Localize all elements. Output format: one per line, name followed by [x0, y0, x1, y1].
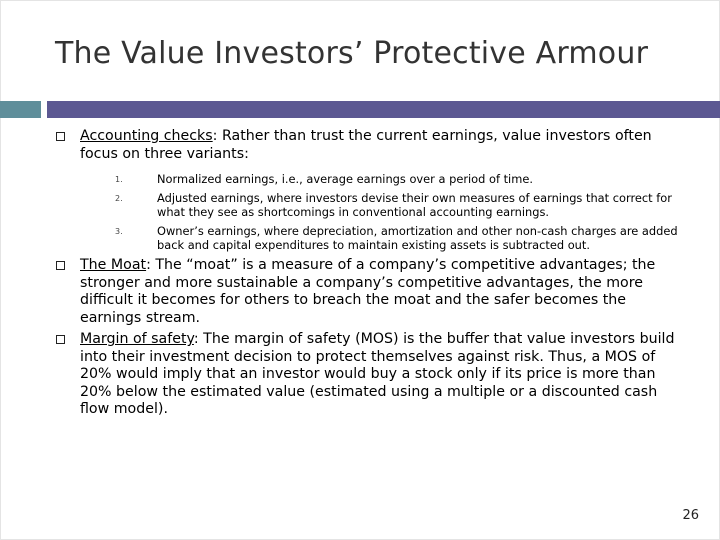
square-bullet-icon — [56, 261, 65, 270]
list-item-text: Owner’s earnings, where depreciation, amortization and other non-cash charges are added back and capital expenditures to maintain existing assets is subtracted out. — [157, 224, 678, 252]
page-number: 26 — [682, 508, 699, 523]
slide-title: The Value Investors’ Protective Armour — [55, 36, 649, 71]
slide-content — [55, 128, 685, 419]
bullet-term: Margin of safety — [80, 331, 194, 347]
square-bullet-icon — [56, 132, 65, 141]
list-item-text: Normalized earnings, i.e., average earnings over a period of time. — [157, 172, 533, 186]
list-item — [80, 191, 685, 219]
variants-list — [80, 172, 685, 252]
list-item — [80, 224, 685, 252]
header-band-accent — [0, 101, 41, 118]
list-item-number: 2. — [115, 194, 123, 203]
bullet-margin-of-safety — [55, 331, 685, 419]
list-item-number: 1. — [115, 175, 123, 184]
bullet-accounting-checks — [55, 128, 685, 252]
bullet-text: : The margin of safety (MOS) is the buffer that value investors build into their investment decision to protect themselves against risk. Thus, a MOS of 20% would imply that an investor would buy a stock only if its price is more than 20% below the estimated value (estimated using a multiple or a discounted cash flow model). — [80, 331, 675, 417]
bullet-term: Accounting checks — [80, 128, 213, 144]
list-item-number: 3. — [115, 227, 123, 236]
bullet-the-moat — [55, 257, 685, 327]
bullet-text: : The “moat” is a measure of a company’s competitive advantages; the stronger and more sustainable a company’s competitive advantages, the more difficult it becomes for others to breach the moat and the safer becomes the earnings stream. — [80, 257, 656, 326]
list-item-text: Adjusted earnings, where investors devise their own measures of earnings that correct for what they see as shortcomings in conventional accounting earnings. — [157, 191, 672, 219]
square-bullet-icon — [56, 335, 65, 344]
list-item — [80, 172, 685, 186]
bullet-term: The Moat — [80, 257, 147, 273]
header-band — [47, 101, 720, 118]
bullet-text: : Rather than trust the current earnings, value investors often focus on three variants: — [80, 128, 652, 162]
